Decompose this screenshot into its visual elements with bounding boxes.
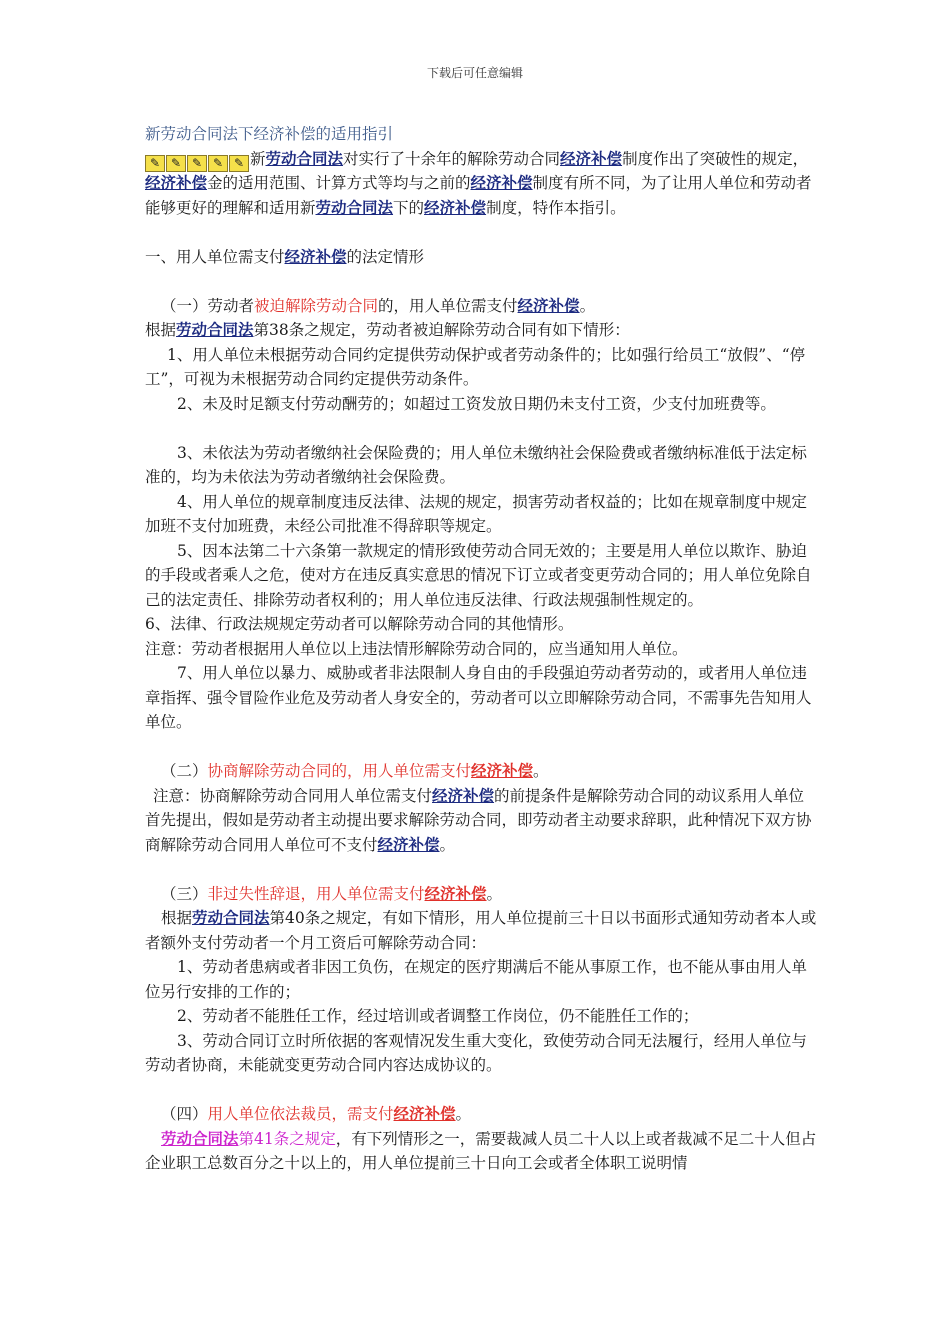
note: 注意：劳动者根据用人单位以上违法情形解除劳动合同的，应当通知用人单位。 <box>145 639 688 658</box>
list-item: 2、劳动者不能胜任工作，经过培训或者调整工作岗位，仍不能胜任工作的； <box>177 1007 699 1025</box>
subsection-heading <box>145 759 817 784</box>
text: 新 <box>250 149 266 168</box>
list-item: 3、劳动合同订立时所依据的客观情况发生重大变化，致使劳动合同无法履行，经用人单位与劳动者协商，未能就变更劳动合同内容达成协议的。 <box>145 1031 807 1074</box>
text: 第38条之规定，劳动者被迫解除劳动合同有如下情形： <box>253 321 630 339</box>
document-title: 新劳动合同法下经济补偿的适用指引 <box>145 125 394 143</box>
keyword-link[interactable]: 经济补偿 <box>560 148 623 168</box>
list-item: 7、用人单位以暴力、威胁或者非法限制人身自由的手段强迫劳动者劳动的，或者用人单位违章指挥、强令冒险作业危及劳动者人身安全的，劳动者可以立即解除劳动合同，不需事先告知用人单位。 <box>145 664 812 731</box>
text: 金的适用范围、计算方式等均与之前的 <box>207 174 471 192</box>
text: 制度作出了突破性的规定， <box>622 149 809 168</box>
page-header: 下载后可任意编辑 <box>426 66 523 80</box>
intro-paragraph <box>145 147 817 221</box>
pencil-icon[interactable]: ✎ <box>166 155 186 172</box>
text: 下的 <box>393 198 425 217</box>
list-item: 3、未依法为劳动者缴纳社会保险费的；用人单位未缴纳社会保险费或者缴纳标准低于法定标准的，均为未依法为劳动者缴纳社会保险费。 <box>145 443 807 486</box>
list-item: 1、劳动者患病或者非因工负伤，在规定的医疗期满后不能从事原工作，也不能从事由用人单位另行安排的工作的； <box>145 958 807 1001</box>
keyword-link[interactable]: 劳动合同法 <box>192 908 270 927</box>
keyword-link[interactable]: 经济补偿 <box>517 295 580 315</box>
pencil-icon[interactable]: ✎ <box>208 155 228 172</box>
text: 制度有所不同，为了让用人单位和劳动者能够更好的理解和适用新 <box>145 174 812 217</box>
note <box>145 784 817 858</box>
text: 的前提条件是解除劳动合同的动议系用人单位首先提出，假如是劳动者主动提出要求解除劳动合同，即劳动者主动要求辞职，此种情况下双方协商解除劳动合同用人单位可不支付 <box>145 786 812 854</box>
text: ，有下列情形之一，需要裁减人员二十人以上或者裁减不足二十人但占企业职工总数百分之十以上的，用人单位提前三十日向工会或者全体职工说明情 <box>145 1129 817 1172</box>
text: 。 <box>579 296 596 315</box>
list-item: 6、法律、行政法规规定劳动者可以解除劳动合同的其他情形。 <box>145 615 574 633</box>
text: 一、用人单位需支付 <box>145 247 285 266</box>
paragraph <box>145 906 817 955</box>
keyword-link[interactable]: 劳动合同法 <box>265 148 344 168</box>
list-item: 4、用人单位的规章制度违反法律、法规的规定，损害劳动者权益的；比如在规章制度中规定加班不支付加班费，未经公司批准不得辞职等规定。 <box>145 492 807 535</box>
text: （一）劳动者 <box>161 296 255 315</box>
text: 根据 <box>161 909 193 927</box>
keyword-link[interactable]: 劳动合同法 <box>315 197 394 217</box>
keyword-link[interactable]: 劳动合同法 <box>161 1128 239 1148</box>
text: 。 <box>455 1105 472 1123</box>
text: 第40条之规定，有如下情形，用人单位提前三十日以书面形式通知劳动者本人或者额外支付劳动者一个月工资后可解除劳动合同： <box>145 909 817 952</box>
keyword-link[interactable]: 经济补偿 <box>470 173 533 192</box>
section-heading <box>145 245 817 270</box>
text: 被迫解除劳动合同 <box>254 296 379 315</box>
keyword-link[interactable]: 经济补偿 <box>393 1104 456 1123</box>
paragraph <box>145 1127 817 1176</box>
paragraph <box>145 318 817 343</box>
text: 根据 <box>145 321 177 339</box>
text: 协商解除劳动合同的，用人单位需支付 <box>207 762 472 780</box>
keyword-link[interactable]: 经济补偿 <box>471 761 534 780</box>
text: 。 <box>533 762 549 780</box>
text: 。 <box>439 835 456 854</box>
text: 制度，特作本指引。 <box>486 198 626 217</box>
list-item: 1、用人单位未根据劳动合同约定提供劳动保护或者劳动条件的；比如强行给员工“放假”、“停工”，可视为未根据劳动合同约定提供劳动条件。 <box>145 345 806 388</box>
document-body <box>145 122 817 1176</box>
pencil-icon[interactable]: ✎ <box>187 155 207 172</box>
keyword-link[interactable]: 经济补偿 <box>424 197 487 217</box>
list-item: 5、因本法第二十六条第一款规定的情形致使劳动合同无效的；主要是用人单位以欺诈、胁迫的手段或者乘人之危，使对方在违反真实意思的情况下订立或者变更劳动合同的；用人单位免除自己的法定责任、排除劳动者权利的；用人单位违反法律、行政法规强制性规定的。 <box>145 541 812 609</box>
text: 第41条之规定 <box>238 1129 336 1148</box>
keyword-link[interactable]: 经济补偿 <box>377 834 440 854</box>
keyword-link[interactable]: 劳动合同法 <box>176 320 254 339</box>
keyword-link[interactable]: 经济补偿 <box>145 173 208 192</box>
text: 非过失性辞退，用人单位需支付 <box>207 884 425 903</box>
list-item: 2、未及时足额支付劳动酬劳的；如超过工资发放日期仍未支付工资，少支付加班费等。 <box>177 394 776 413</box>
text: （四） <box>161 1105 208 1123</box>
toolbar-icons <box>145 150 250 170</box>
pencil-icon[interactable]: ✎ <box>229 155 249 172</box>
keyword-link[interactable]: 经济补偿 <box>424 883 487 903</box>
text: 的，用人单位需支付 <box>378 296 518 315</box>
keyword-link[interactable]: 经济补偿 <box>432 785 495 805</box>
pencil-icon[interactable]: ✎ <box>145 155 165 172</box>
text: 用人单位依法裁员，需支付 <box>207 1105 394 1123</box>
text: 。 <box>486 884 503 903</box>
subsection-heading <box>145 294 817 319</box>
subsection-heading <box>145 882 817 907</box>
text: （二） <box>161 762 208 780</box>
text: 对实行了十余年的解除劳动合同 <box>343 149 561 168</box>
text: 的法定情形 <box>346 247 425 266</box>
text: 注意：协商解除劳动合同用人单位需支付 <box>153 786 433 805</box>
keyword-link[interactable]: 经济补偿 <box>284 246 347 266</box>
text: （三） <box>161 884 208 903</box>
subsection-heading <box>145 1102 817 1127</box>
